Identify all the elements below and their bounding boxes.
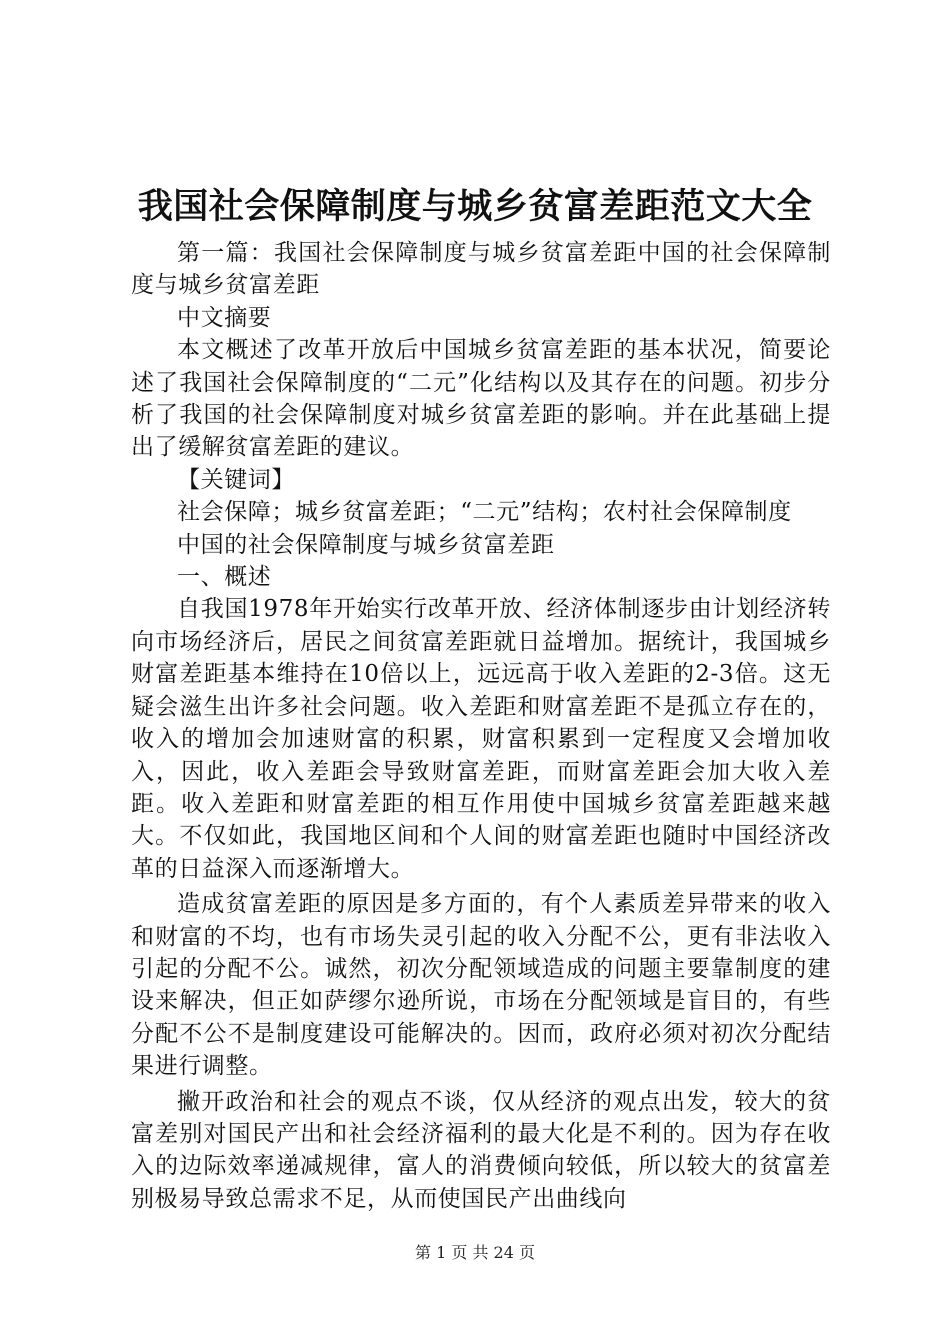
article-subtitle: 中国的社会保障制度与城乡贫富差距: [177, 531, 555, 558]
document-body: [131, 237, 831, 1215]
body-paragraph: 撇开政治和社会的观点不谈，仅从经济的观点出发，较大的贫富差别对国民产出和社会经济福利的最大化是不利的。因为存在收入的边际效率递减规律，富人的消费倾向较低，所以较大的贫富差别极易导致总需求不足，从而使国民产出曲线向: [131, 1088, 831, 1212]
abstract-heading: 中文摘要: [177, 304, 272, 331]
body-paragraph: 自我国1978年开始实行改革开放、经济体制逐步由计划经济转向市场经济后，居民之间贫富差距就日益增加。据统计，我国城乡财富差距基本维持在10倍以上，远远高于收入差距的2-3倍。这无疑会滋生出许多社会问题。收入差距和财富差距不是孤立存在的，收入的增加会加速财富的积累，财富积累到一定程度又会增加收入，因此，收入差距会导致财富差距，而财富差距会加大收入差距。收入差距和财富差距的相互作用使中国城乡贫富差距越来越大。不仅如此，我国地区间和个人间的财富差距也随时中国经济改革的日益深入而逐渐增大。: [131, 596, 831, 882]
keywords-heading: 【关键词】: [177, 466, 295, 493]
body-paragraph: 造成贫富差距的原因是多方面的，有个人素质差异带来的收入和财富的不均，也有市场失灵引起的收入分配不公，更有非法收入引起的分配不公。诚然，初次分配领域造成的问题主要靠制度的建设来解决，但正如萨缪尔逊所说，市场在分配领域是盲目的，有些分配不公不是制度建设可能解决的。因而，政府必须对初次分配结果进行调整。: [131, 891, 831, 1080]
section-heading-first-chapter: 第一篇：我国社会保障制度与城乡贫富差距中国的社会保障制度与城乡贫富差距: [131, 240, 831, 299]
keywords-paragraph: 社会保障；城乡贫富差距；“二元”结构；农村社会保障制度: [177, 499, 792, 526]
abstract-paragraph: 本文概述了改革开放后中国城乡贫富差距的基本状况，简要论述了我国社会保障制度的“二元”化结构以及其存在的问题。初步分析了我国的社会保障制度对城乡贫富差距的影响。并在此基础上提出了缓解贫富差距的建议。: [131, 337, 831, 461]
document-title: 我国社会保障制度与城乡贫富差距范文大全: [137, 186, 813, 227]
page-footer: 第 1 页 共 24 页: [415, 1243, 535, 1262]
section-heading-overview: 一、概述: [177, 564, 272, 591]
